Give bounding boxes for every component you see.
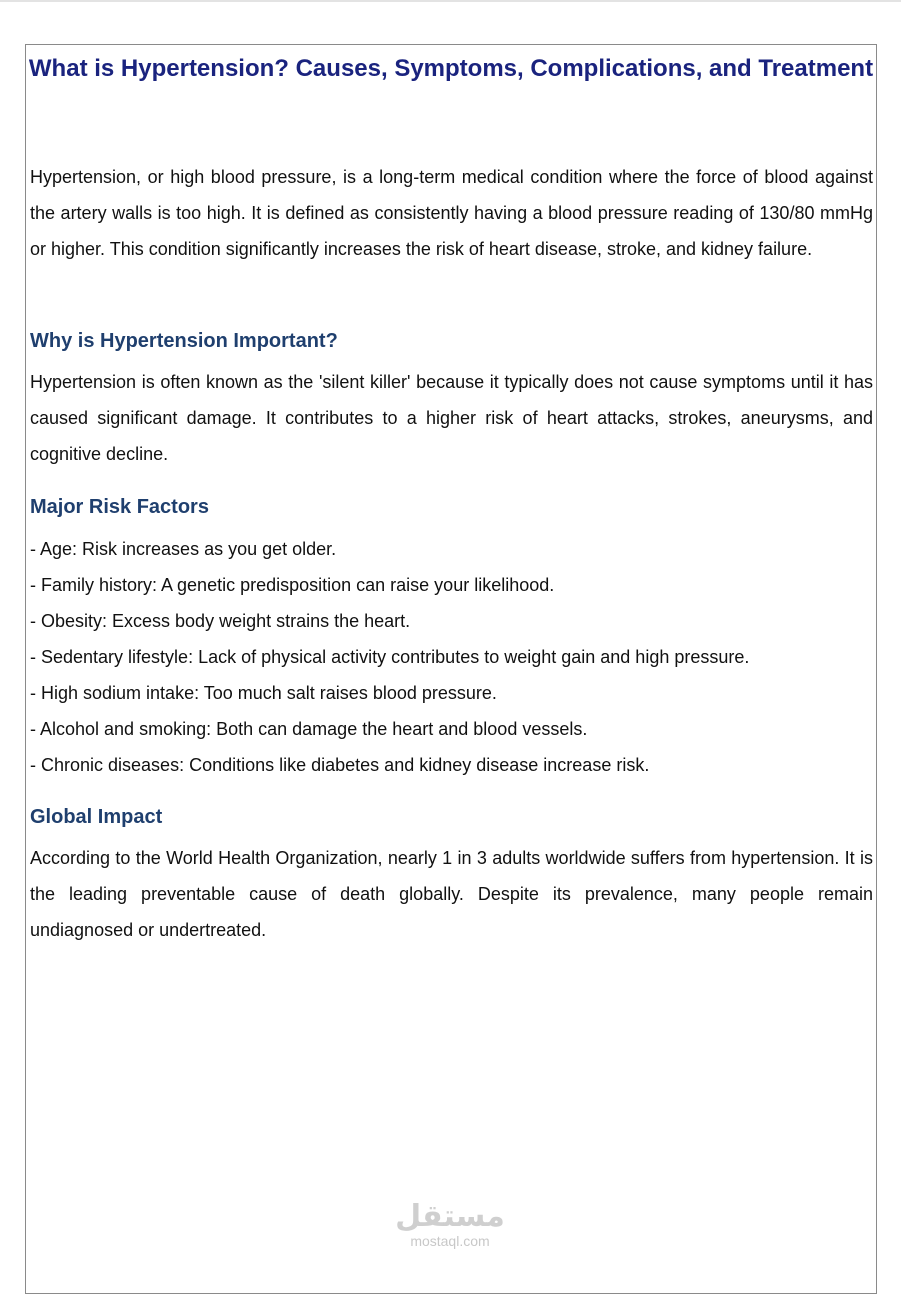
top-divider [0,0,901,2]
intro-paragraph: Hypertension, or high blood pressure, is a long-term medical condition where the force of blood against the artery walls is too high. It is defined as consistently having a blood pressure reading of 130/80 mmHg or higher. This condition significantly increases the risk of heart disease, stroke, and kidney failure. [30,167,873,259]
list-item: - Obesity: Excess body weight strains the heart. [30,611,411,631]
watermark [390,1201,510,1249]
risk-factor-list [30,531,873,783]
list-item: - High sodium intake: Too much salt raises blood pressure. [30,683,497,703]
list-item: - Family history: A genetic predisposition can raise your likelihood. [30,575,555,595]
watermark-url: mostaql.com [410,1233,490,1249]
list-item: - Sedentary lifestyle: Lack of physical activity contributes to weight gain and high pressure. [30,647,750,667]
section-heading-global-impact: Global Impact [30,806,163,828]
list-item: - Alcohol and smoking: Both can damage the heart and blood vessels. [30,719,588,739]
list-item: - Chronic diseases: Conditions like diabetes and kidney disease increase risk. [30,755,650,775]
section-heading-importance: Why is Hypertension Important? [30,330,338,352]
watermark-logo: مستقل [395,1199,505,1234]
section-heading-risk-factors: Major Risk Factors [30,496,209,518]
global-impact-paragraph: According to the World Health Organization, nearly 1 in 3 adults worldwide suffers from hypertension. It is the leading preventable cause of death globally. Despite its prevalence, many people remain undiagnosed or undertreated. [30,848,873,940]
page-title: What is Hypertension? Causes, Symptoms, Complications, and Treatment [28,55,874,82]
document-page [25,44,877,1294]
importance-paragraph: Hypertension is often known as the 'silent killer' because it typically does not cause symptoms until it has caused significant damage. It contributes to a higher risk of heart attacks, strokes, aneurysms, and cognitive decline. [30,372,873,464]
list-item: - Age: Risk increases as you get older. [30,539,337,559]
